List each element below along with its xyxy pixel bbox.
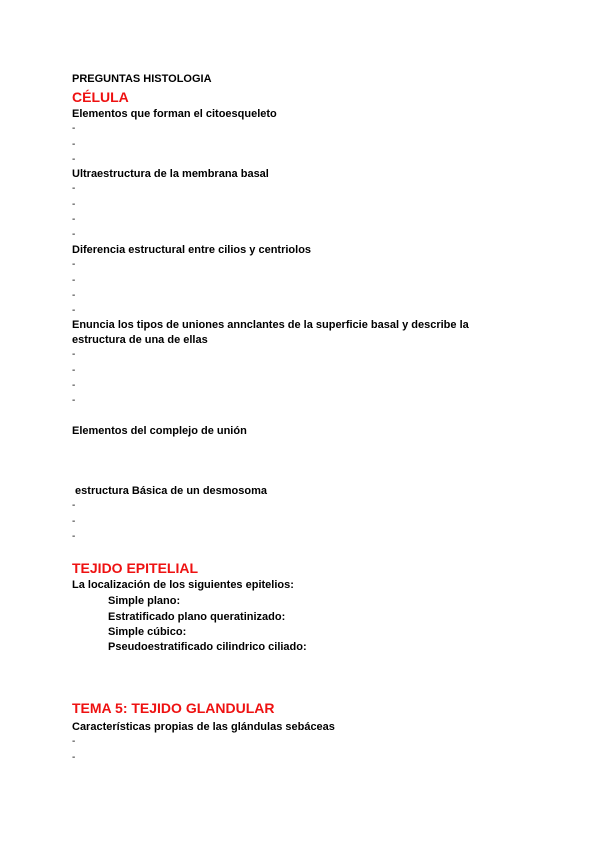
- question-glandulas-sebaceas: Características propias de las glándulas sebáceas: [72, 721, 335, 733]
- section-heading-celula: CÉLULA: [72, 89, 129, 105]
- section-heading-tejido-glandular: TEMA 5: TEJIDO GLANDULAR: [72, 700, 275, 716]
- answer-dash: -: [72, 500, 76, 511]
- answer-dash: -: [72, 516, 76, 527]
- question-complejo-union: Elementos del complejo de unión: [72, 425, 247, 437]
- question-desmosoma: estructura Básica de un desmosoma: [72, 485, 268, 497]
- section-heading-tejido-epitelial: TEJIDO EPITELIAL: [72, 560, 199, 576]
- epitelio-item: Estratificado plano queratinizado:: [108, 611, 286, 623]
- question-localizacion-epitelios: La localización de los siguientes epitelios:: [72, 579, 294, 591]
- epitelio-item: Simple plano:: [108, 595, 181, 607]
- answer-dash: -: [72, 290, 76, 301]
- answer-dash: -: [72, 259, 76, 270]
- answer-dash: -: [72, 349, 76, 360]
- answer-dash: -: [72, 275, 76, 286]
- answer-dash: -: [72, 229, 76, 240]
- answer-dash: -: [72, 139, 76, 150]
- answer-dash: -: [72, 183, 76, 194]
- answer-dash: -: [72, 123, 76, 134]
- answer-dash: -: [72, 531, 76, 542]
- answer-dash: -: [72, 154, 76, 165]
- answer-dash: -: [72, 214, 76, 225]
- epitelio-item: Simple cúbico:: [108, 626, 187, 638]
- document-title: PREGUNTAS HISTOLOGIA: [72, 73, 212, 85]
- question-citoesqueleto: Elementos que forman el citoesqueleto: [72, 108, 277, 120]
- question-uniones-anclantes-line1: Enuncia los tipos de uniones annclantes de la superficie basal y describe la: [72, 319, 469, 331]
- question-cilios-centriolos: Diferencia estructural entre cilios y centriolos: [72, 244, 312, 256]
- epitelio-item: Pseudoestratificado cilindrico ciliado:: [108, 641, 307, 653]
- answer-dash: -: [72, 305, 76, 316]
- answer-dash: -: [72, 365, 76, 376]
- question-membrana-basal: Ultraestructura de la membrana basal: [72, 168, 269, 180]
- answer-dash: -: [72, 380, 76, 391]
- answer-dash: -: [72, 199, 76, 210]
- answer-dash: -: [72, 752, 76, 763]
- answer-dash: -: [72, 395, 76, 406]
- question-uniones-anclantes-line2: estructura de una de ellas: [72, 334, 208, 346]
- answer-dash: -: [72, 736, 76, 747]
